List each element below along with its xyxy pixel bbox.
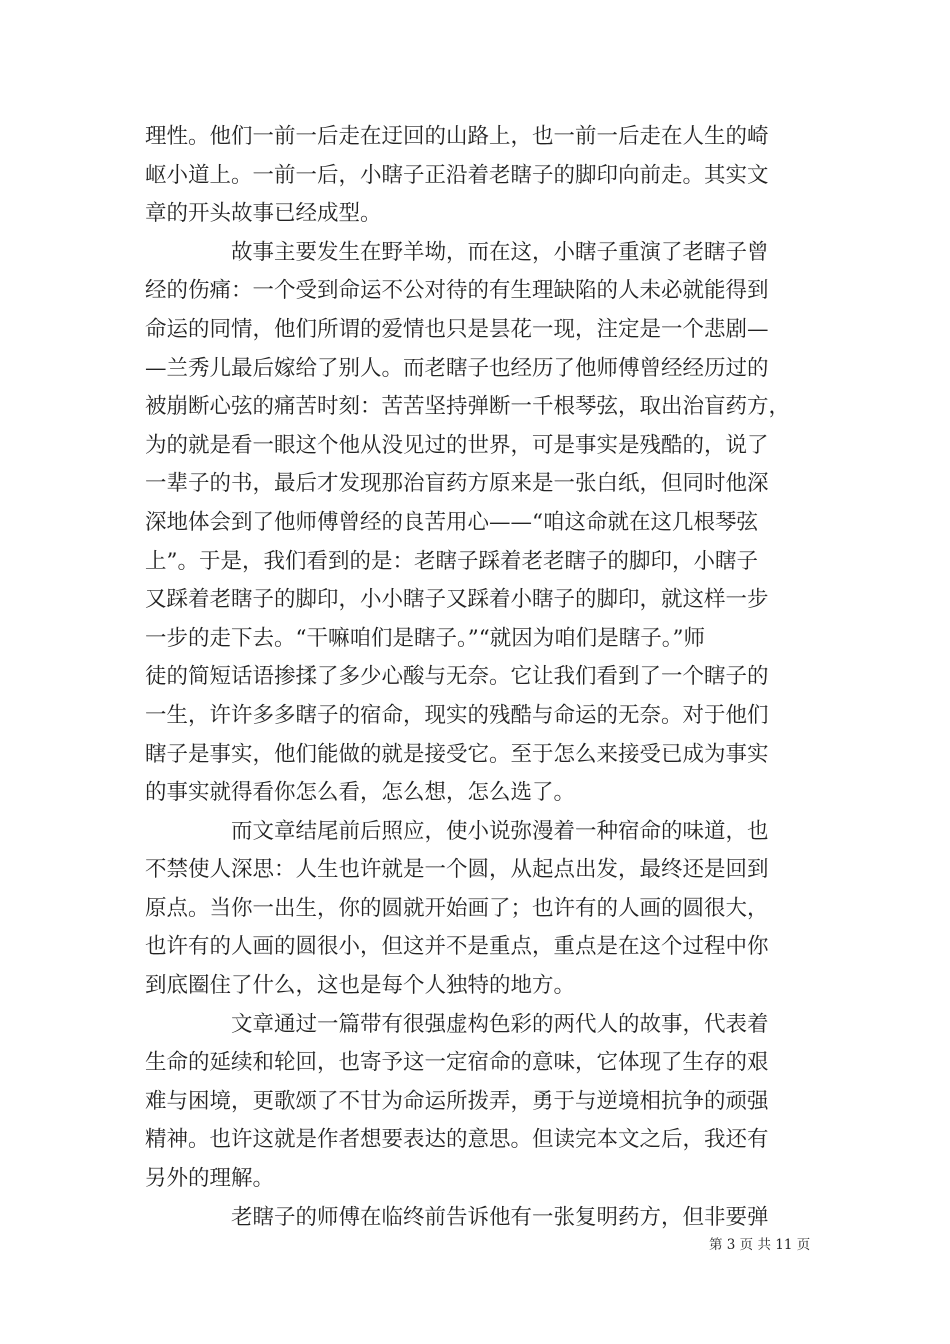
text-line: —兰秀儿最后嫁给了别人。而老瞎子也经历了他师傅曾经经历过的	[145, 355, 769, 381]
text-line: 瞎子是事实，他们能做的就是接受它。至于怎么来接受已成为事实	[145, 741, 769, 767]
text-line: 为的就是看一眼这个他从没见过的世界，可是事实是残酷的，说了	[145, 432, 769, 458]
text-line: 故事主要发生在野羊坳，而在这，小瞎子重演了老瞎子曾	[145, 239, 769, 265]
text-line: 原点。当你一出生，你的圆就开始画了；也许有的人画的圆很大，	[145, 895, 769, 921]
text-line: 深地体会到了他师傅曾经的良苦用心——“咱这命就在这几根琴弦	[145, 509, 758, 535]
text-line: 精神。也许这就是作者想要表达的意思。但读完本文之后，我还有	[145, 1127, 769, 1153]
text-line: 的事实就得看你怎么看，怎么想，怎么选了。	[145, 780, 576, 806]
page-number-footer: 第 3 页 共 11 页	[709, 1237, 811, 1253]
text-line: 难与困境，更歌颂了不甘为命运所拨弄，勇于与逆境相抗争的顽强	[145, 1088, 769, 1114]
text-line: 命运的同情，他们所谓的爱情也只是昙花一现，注定是一个悲剧—	[145, 316, 769, 342]
body-text	[145, 118, 810, 1237]
text-line: 也许有的人画的圆很小，但这并不是重点，重点是在这个过程中你	[145, 934, 769, 960]
text-line: 理性。他们一前一后走在迂回的山路上，也一前一后走在人生的崎	[145, 124, 769, 149]
text-line: 一辈子的书，最后才发现那治盲药方原来是一张白纸，但同时他深	[145, 471, 769, 497]
text-line: 到底圈住了什么，这也是每个人独特的地方。	[145, 973, 576, 999]
text-line: 另外的理解。	[145, 1166, 275, 1192]
text-line: 一步的走下去。“干嘛咱们是瞎子。”“就因为咱们是瞎子。”师	[145, 625, 705, 651]
text-line: 上”。于是，我们看到的是：老瞎子踩着老老瞎子的脚印，小瞎子	[145, 548, 758, 574]
text-line: 又踩着老瞎子的脚印，小小瞎子又踩着小瞎子的脚印，就这样一步	[145, 587, 769, 613]
text-line: 不禁使人深思：人生也许就是一个圆，从起点出发，最终还是回到	[145, 857, 769, 883]
text-line: 老瞎子的师傅在临终前告诉他有一张复明药方，但非要弹	[145, 1204, 769, 1230]
text-line: 岖小道上。一前一后，小瞎子正沿着老瞎子的脚印向前走。其实文	[145, 162, 769, 188]
text-line: 一生，许许多多瞎子的宿命，现实的残酷与命运的无奈。对于他们	[145, 702, 769, 728]
text-line: 徒的简短话语掺揉了多少心酸与无奈。它让我们看到了一个瞎子的	[145, 664, 769, 690]
text-line: 文章通过一篇带有很强虚构色彩的两代人的故事，代表着	[145, 1011, 769, 1037]
text-line: 生命的延续和轮回，也寄予这一定宿命的意味，它体现了生存的艰	[145, 1050, 769, 1076]
text-line: 被崩断心弦的痛苦时刻：苦苦坚持弹断一千根琴弦，取出治盲药方，	[145, 394, 791, 420]
text-line: 而文章结尾前后照应，使小说弥漫着一种宿命的味道，也	[145, 818, 769, 844]
text-line: 章的开头故事已经成型。	[145, 201, 382, 227]
text-line: 经的伤痛：一个受到命运不公对待的有生理缺陷的人未必就能得到	[145, 278, 769, 304]
